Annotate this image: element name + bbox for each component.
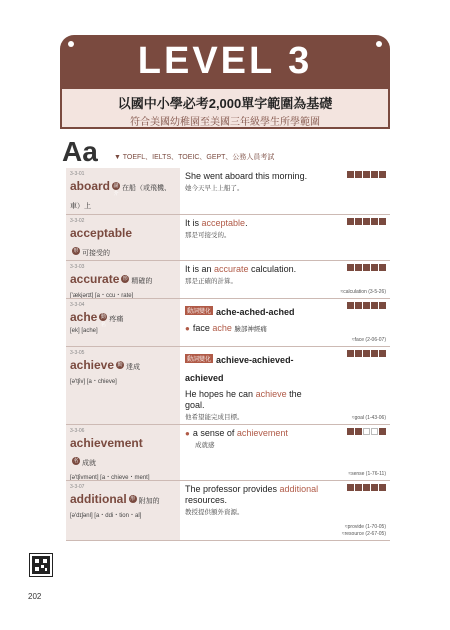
- pos-badge: 形: [122, 275, 128, 282]
- entry-body: [180, 481, 390, 540]
- entry-accurate: [66, 261, 390, 299]
- qr-code-icon: [30, 554, 52, 576]
- exam-marks: [347, 484, 386, 491]
- entry-head: [66, 347, 180, 424]
- entry-meaning: 疼痛: [109, 316, 124, 323]
- verb-forms-tag: 動詞變化: [185, 354, 213, 363]
- example-en: He hopes he can achieve the goal.: [185, 389, 302, 410]
- cross-ref: ≈face (2-06-07): [351, 337, 386, 343]
- entry-number: 3-3-06: [70, 428, 85, 434]
- entry-meaning: 附加的: [138, 498, 160, 505]
- entry-phonetic: [ek] [ache]: [70, 328, 98, 334]
- exam-marks: [347, 302, 386, 309]
- entry-achieve: [66, 347, 390, 425]
- entry-list: [66, 168, 390, 541]
- entry-number: 3-3-04: [70, 302, 85, 308]
- entry-head: [66, 481, 180, 540]
- entry-word: additional: [70, 492, 127, 506]
- level-subtitle: 以國中小學必考2,000單字範圍為基礎: [117, 96, 333, 111]
- entry-phonetic: ['ækjərɪt] [a・ccu・rate]: [70, 293, 134, 298]
- example-zh: 教授提供額外資源。: [185, 509, 244, 516]
- entry-number: 3-3-03: [70, 264, 85, 270]
- entry-head: [66, 299, 180, 346]
- example-en: It is an accurate calculation.: [185, 264, 297, 274]
- entry-head: [66, 168, 180, 214]
- example-zh: 成就感: [195, 442, 215, 449]
- example-en: ● face ache 臉部神經痛: [185, 323, 267, 333]
- example-en: She went aboard this morning.: [185, 171, 308, 181]
- entry-word: ache: [70, 310, 98, 324]
- example-en: The professor provides additional resources.: [185, 484, 319, 505]
- cross-ref: ≈calculation (3-5-26): [340, 289, 386, 295]
- entry-body: [180, 425, 390, 480]
- entry-phonetic: [ə'tʃiv] [a・chieve]: [70, 379, 117, 385]
- exam-legend: ▼ TOEFL、IELTS、TOEIC、GEPT、公務人員考試: [114, 154, 275, 161]
- entry-meaning: 可接受的: [82, 250, 110, 257]
- entry-body: [180, 347, 390, 424]
- cross-ref: ≈provide (1-70-05) ≈resource (2-67-05): [341, 524, 386, 537]
- entry-word: aboard: [70, 179, 111, 193]
- entry-meaning: 達成: [126, 364, 141, 371]
- entry-number: 3-3-05: [70, 350, 85, 356]
- exam-marks: [347, 428, 386, 435]
- pos-badge: 形: [130, 495, 136, 502]
- entry-meaning: 在船（或飛機、車）上: [70, 185, 172, 210]
- pos-badge: 形: [73, 247, 79, 254]
- pos-badge: 動: [117, 361, 123, 368]
- level-subtitle-box: [60, 87, 390, 129]
- example-zh: 他希望能完成目標。: [185, 414, 244, 421]
- entry-acceptable: [66, 215, 390, 261]
- section-header: [62, 136, 392, 168]
- section-letter: Aa: [62, 136, 98, 167]
- example-zh: 她今天早上上船了。: [185, 185, 244, 192]
- cross-ref: ≈goal (1-43-06): [351, 415, 386, 421]
- entry-achievement: [66, 425, 390, 481]
- bullet-icon: ●: [185, 324, 190, 333]
- entry-head: [66, 215, 180, 260]
- example-zh: 那是可接受的。: [185, 232, 231, 239]
- pos-badge: 副 介: [113, 182, 119, 197]
- entry-body: [180, 168, 390, 214]
- entry-body: [180, 299, 390, 346]
- entry-number: 3-3-07: [70, 484, 85, 490]
- verb-forms-tag: 動詞變化: [185, 306, 213, 315]
- entry-body: [180, 215, 390, 260]
- entry-additional: [66, 481, 390, 541]
- example-en: It is acceptable.: [185, 218, 248, 228]
- entry-word: acceptable: [70, 226, 133, 240]
- entry-aboard: [66, 168, 390, 215]
- entry-phonetic: [ə'dɪʃənl] [a・ddi・tion・al]: [70, 513, 142, 519]
- cross-ref: ≈sense (1-76-11): [348, 471, 386, 477]
- verb-forms: achieve-achieved-achieved: [185, 355, 294, 383]
- entry-word: achievement: [70, 436, 143, 450]
- entry-word: accurate: [70, 272, 120, 286]
- entry-word: achieve: [70, 358, 115, 372]
- pos-badge: 動 名: [100, 313, 106, 328]
- entry-head: [66, 261, 180, 298]
- level-banner: [60, 35, 390, 87]
- entry-head: [66, 425, 180, 480]
- entry-number: 3-3-01: [70, 171, 85, 177]
- level-title: LEVEL 3: [137, 40, 313, 82]
- example-zh: 那是正確的計算。: [185, 278, 237, 285]
- verb-forms: ache-ached-ached: [216, 307, 295, 317]
- pos-badge: 名: [73, 457, 79, 464]
- entry-meaning: 精確的: [131, 278, 153, 285]
- exam-marks: [347, 171, 386, 178]
- entry-ache: [66, 299, 390, 347]
- entry-body: [180, 261, 390, 298]
- bullet-icon: ●: [185, 429, 190, 438]
- exam-marks: [347, 218, 386, 225]
- example-en: ● a sense of achievement: [185, 428, 288, 438]
- page-number: 202: [28, 592, 42, 601]
- exam-marks: [347, 350, 386, 357]
- entry-phonetic: [ə'tʃivmənt] [a・chieve・ment]: [70, 475, 150, 480]
- entry-number: 3-3-02: [70, 218, 85, 224]
- entry-meaning: 成就: [82, 460, 96, 467]
- level-subtitle-2: 符合美國幼稚園至美國三年級學生所學範圍: [130, 117, 320, 128]
- exam-marks: [347, 264, 386, 271]
